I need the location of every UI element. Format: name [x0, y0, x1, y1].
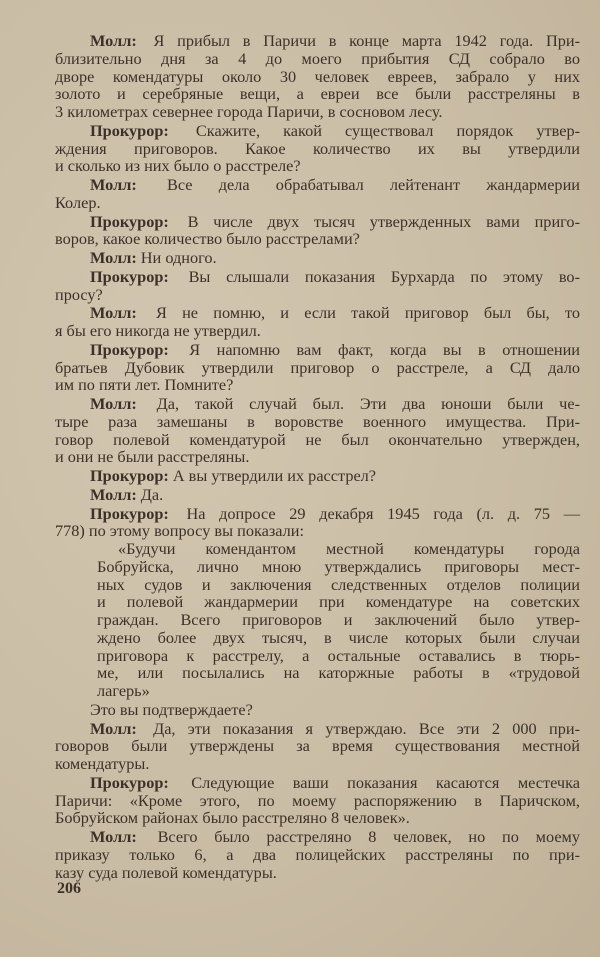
line-text: и они не были расстреляны.	[55, 447, 250, 467]
speaker-label: Молл:	[90, 394, 137, 413]
speaker-label: Прокурор:	[90, 339, 169, 359]
line-text: «Будучи комендантом местной комендатуры города	[118, 539, 580, 558]
dialogue-line	[55, 486, 580, 504]
line-text: комендатуры.	[55, 754, 150, 773]
text-line	[55, 50, 580, 68]
dialogue-line	[55, 268, 580, 286]
line-text: Я напомню вам факт, когда вы в отношении	[189, 339, 580, 359]
text-line	[55, 431, 580, 449]
line-text: Да, такой случай был. Эти два юноши были че-	[156, 394, 580, 413]
line-text: воров, какое количество было расстрелами?	[55, 229, 360, 249]
line-text: и сколько из них было о расстреле?	[55, 156, 301, 176]
document-page	[55, 32, 580, 881]
line-text: Да.	[140, 484, 164, 504]
text-line	[55, 194, 580, 212]
line-text: ждения приговоров. Какое количество их вы утвердили	[55, 138, 580, 158]
dialogue-line	[55, 249, 580, 267]
text-line	[55, 864, 580, 882]
dialogue-line	[55, 32, 580, 50]
line-text: Скажите, какой существовал порядок утвер-	[195, 120, 581, 140]
line-text: тыре раза замешаны в воровстве военного имущества. При-	[55, 411, 580, 431]
speaker-label: Прокурор:	[90, 211, 169, 231]
text-line	[55, 376, 580, 394]
line-text: приказу только 6, а два полицейских расстреляны по при-	[55, 844, 580, 864]
line-text: Бобруйском районах было расстреляно 8 человек».	[55, 808, 410, 828]
text-line	[55, 103, 580, 121]
line-text: им по пяти лет. Помните?	[55, 375, 234, 395]
speaker-label: Молл:	[90, 248, 137, 267]
speaker-label: Прокурор:	[90, 503, 169, 523]
speaker-label: Молл:	[90, 827, 137, 846]
speaker-label: Прокурор:	[90, 772, 169, 792]
text-line	[55, 359, 580, 377]
speaker-label: Молл:	[90, 484, 137, 504]
text-line	[55, 448, 580, 466]
line-text: Следующие ваши показания касаются местечка	[191, 772, 580, 792]
speaker-label: Молл:	[90, 175, 137, 194]
speaker-label: Прокурор:	[90, 120, 169, 140]
text-line	[55, 792, 580, 810]
dialogue-line	[55, 341, 580, 359]
line-text: Бобруйска, лично мною утверждались приговоры мест-	[97, 556, 580, 576]
line-text: приговора к расстрелу, а остальные оставались в тюрь-	[97, 645, 580, 665]
dialogue-line	[55, 176, 580, 194]
dialogue-line	[55, 304, 580, 322]
line-text: Это вы подтверждаете?	[90, 699, 253, 719]
text-line	[55, 157, 580, 175]
dialogue-line	[55, 122, 580, 140]
line-text: и полевой жандармерии при комендатуре на советских	[97, 592, 580, 612]
line-text: братьев Дубовик утвердили приговор о расстреле, а СД дало	[55, 357, 580, 377]
line-text: казу суда полевой комендатуры.	[55, 862, 277, 882]
line-text: близительно дня за 4 до моего прибытия СД собрало во	[55, 48, 580, 68]
text-line	[55, 737, 580, 755]
line-text: Вы слышали показания Бурхарда по этому во-	[188, 266, 580, 286]
dialogue-line	[55, 395, 580, 413]
line-text: ных судов и заключения следственных отделов полиции	[97, 574, 580, 594]
text-line	[55, 558, 580, 576]
speaker-label: Молл:	[90, 303, 137, 323]
text-line	[55, 611, 580, 629]
line-text: я бы его никогда не утвердил.	[55, 321, 261, 340]
text-line	[55, 413, 580, 431]
dialogue-line	[55, 505, 580, 523]
text-line	[55, 809, 580, 827]
line-text: Паричи: «Кроме этого, по моему распоряжению в Паричском,	[55, 790, 580, 810]
text-line	[55, 755, 580, 773]
line-text: Всего было расстреляно 8 человек, но по моему	[157, 827, 580, 846]
text-line	[55, 522, 580, 540]
text-line	[55, 701, 580, 719]
text-line	[55, 576, 580, 594]
speaker-label: Прокурор:	[90, 466, 169, 485]
text-line	[55, 593, 580, 611]
page-number: 206	[57, 880, 81, 897]
line-text: В числе двух тысяч утвержденных вами приго-	[187, 211, 580, 231]
line-text: Ни одного.	[140, 248, 217, 267]
line-text: Все дела обрабатывал лейтенант жандармерии	[167, 175, 580, 194]
line-text: 3 километрах севернее города Паричи, в сосновом лесу.	[55, 102, 443, 121]
text-line	[55, 682, 580, 700]
text-line	[55, 230, 580, 248]
dialogue-line	[55, 720, 580, 738]
text-line	[55, 629, 580, 647]
line-text: Я прибыл в Паричи в конце марта 1942 года. При-	[153, 31, 580, 50]
line-text: Я не помню, и если такой приговор был бы, то	[156, 303, 580, 323]
text-line	[55, 140, 580, 158]
text-line	[55, 322, 580, 340]
speaker-label: Молл:	[90, 718, 137, 738]
text-line	[55, 846, 580, 864]
text-line	[55, 286, 580, 304]
line-text: просу?	[55, 284, 103, 304]
speaker-label: Прокурор:	[90, 266, 169, 286]
line-text: граждан. Всего приговоров и заключений было утвер-	[97, 610, 580, 629]
dialogue-line	[55, 828, 580, 846]
speaker-label: Молл:	[90, 31, 137, 50]
line-text: ме, или посылались на каторжные работы в «трудовой	[97, 663, 580, 683]
dialogue-line	[55, 213, 580, 231]
line-text: говор полевой комендатурой не был окончательно утвержден,	[55, 429, 580, 449]
line-text: золото и серебряные вещи, а евреи все были расстреляны в	[55, 84, 580, 104]
text-line	[55, 85, 580, 103]
dialogue-line	[55, 774, 580, 792]
text-line	[55, 540, 580, 558]
line-text: А вы утвердили их расстрел?	[172, 466, 377, 485]
line-text: Да, эти показания я утверждаю. Все эти 2 000 при-	[153, 718, 580, 738]
line-text: ждено более двух тысяч, в числе которых были случаи	[97, 627, 580, 647]
text-line	[55, 68, 580, 86]
dialogue-line	[55, 467, 580, 485]
line-text: лагерь»	[97, 681, 150, 700]
line-text: дворе комендатуры около 30 человек евреев, забрало у них	[55, 66, 580, 86]
text-line	[55, 664, 580, 682]
line-text: 778) по этому вопросу вы показали:	[55, 521, 305, 541]
line-text: На допросе 29 декабря 1945 года (л. д. 75 —	[186, 503, 580, 523]
text-line	[55, 647, 580, 665]
line-text: говоров были утверждены за время существования местной	[55, 736, 580, 756]
line-text: Колер.	[55, 192, 101, 212]
